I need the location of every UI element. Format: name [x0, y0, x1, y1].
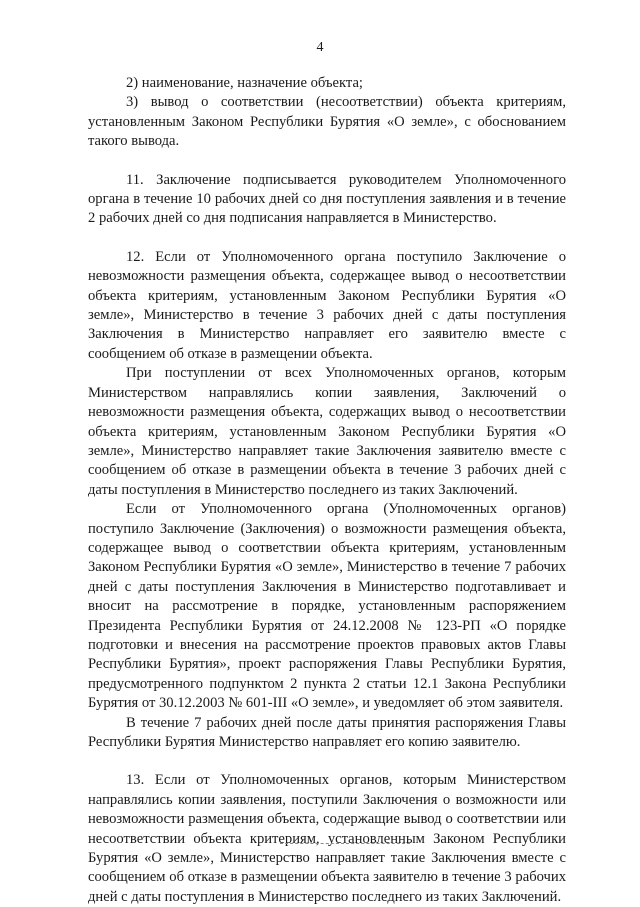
paragraph-item-2: 2) наименование, назначение объекта;	[126, 75, 363, 91]
paragraph-item-3: 3) вывод о соответствии (несоответствии) объекта критериям, установленным Законом Республики Бурятия «О земле», с обоснованием такого вывода.	[88, 94, 566, 150]
paragraph-clause-12: 12. Если от Уполномоченного органа поступило Заключение о невозможности размещения объекта, содержащее вывод о несоответствии объекта критериям, установленным Законом Республики Бурятия «О земле», Министерство в течение 3 рабочих дней с даты поступления Заключения в Министерство направляет его заявителю вместе с сообщением об отказе в размещении объекта.	[88, 248, 566, 362]
paragraph-clause-12-all-negative: При поступлении от всех Уполномоченных органов, которым Министерством направлялись копии заявления, Заключений о невозможности размещения объекта, содержащих вывод о несоответствии объекта критериям, установленным Законом Республики Бурятия «О земле», Министерство направляет такие Заключения заявителю вместе с сообщением об отказе в размещении объекта в течение 3 рабочих дней с даты поступления в Министерство последнего из таких Заключений.	[88, 365, 566, 498]
paragraph-clause-12-copy: В течение 7 рабочих дней после даты принятия распоряжения Главы Республики Бурятия Министерство направляет его копию заявителю.	[88, 714, 566, 750]
document-body	[88, 74, 566, 907]
paragraph-clause-11: 11. Заключение подписывается руководителем Уполномоченного органа в течение 10 рабочих дней со дня поступления заявления и в течение 2 рабочих дней со дня подписания направляется в Министерство.	[88, 171, 566, 227]
paragraph-clause-12-positive: Если от Уполномоченного органа (Уполномоченных органов) поступило Заключение (Заключения) о возможности размещения объекта, содержащее вывод о соответствии объекта критериям, установленным Законом Республики Бурятия «О земле», Министерство в течение 7 рабочих дней с даты поступления Заключения в Министерство подготавливает и вносит на рассмотрение в порядке, установленным распоряжением Президента Республики Бурятия от 24.12.2008 № 123-РП «О порядке подготовки и внесения на рассмотрение проектов правовых актов Главы Республики Бурятия», проект распоряжения Главы Республики Бурятия, предусмотренного подпунктом 2 пункта 2 статьи 12.1 Закона Республики Бурятия от 30.12.2003 № 601-III «О земле», и уведомляет об этом заявителя.	[88, 501, 566, 712]
page-number: 4	[316, 40, 324, 55]
paragraph-clause-13: 13. Если от Уполномоченных органов, которым Министерством направлялись копии заявления, поступили Заключения о возможности или невозможности размещения объекта, содержащие вывод о соответствии или несоответствии объекта критериям, установленным Законом Республики Бурятия «О земле», Министерство направляет такие Заключения вместе с сообщением об отказе в размещении объекта заявителю в течение 3 рабочих дней с даты поступления в Министерство последнего из таких Заключений.	[88, 772, 566, 905]
footer-divider	[280, 843, 410, 844]
